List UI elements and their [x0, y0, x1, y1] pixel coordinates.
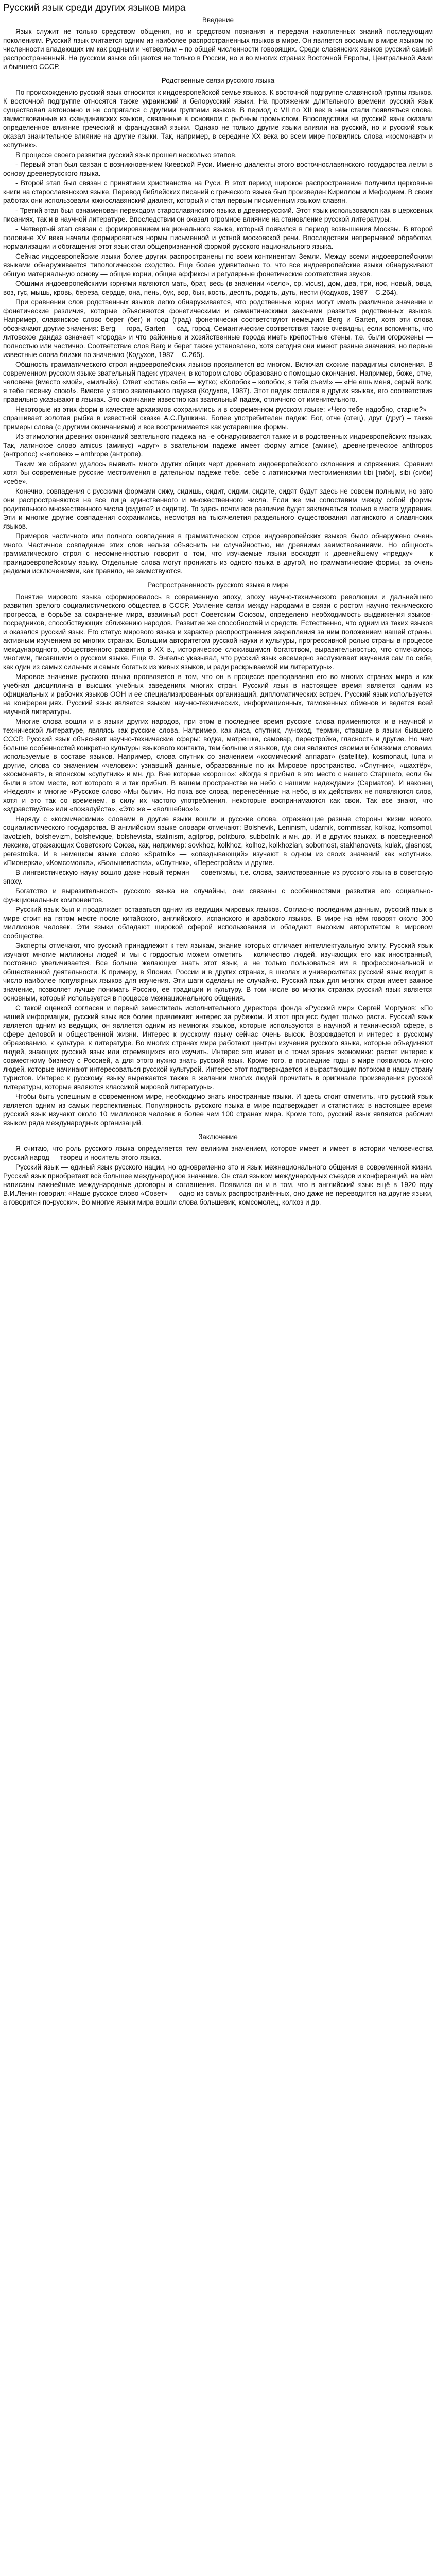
document-page — [0, 0, 436, 1211]
paragraph: Таким же образом удалось выявить много других общих черт древнего индоевропейского склонения и спряжения. Сравним хотя бы современные русские местоимения в дательном падеже тебе, себе с латинскими местоимениями tibi [тиби], sibi (сиби) «себе». — [3, 460, 433, 485]
paragraph: - Третий этап был ознаменован переходом старославянского языка в древнерусский. Этот язык использовался как в церковных писаниях, так и в научной литературе. Впоследствии он оказал огромное влияние на становление русской литературы. — [3, 207, 433, 223]
section-heading: Заключение — [198, 1133, 238, 1141]
section-heading: Введение — [202, 16, 234, 24]
paragraph: Русский язык был и продолжает оставаться одним из ведущих мировых языков. Согласно последним данным, русский язык в мире стоит на пятом месте после китайского, английского, испанского и арабского языков. В мире на нём говорят около 300 миллионов человек. Эти языки обладают широкой сферой использования и обладают высоким авторитетом в мировом сообществе. — [3, 906, 433, 940]
paragraph: С такой оценкой согласен и первый заместитель исполнительного директора фонда «Русский мир» Сергей Моргунов: «По нашей информации, русский язык все более привлекает интерес за рубежом. И этот процесс будет только расти. Русский язык является одним из ведущих, он является одним из немногих языков, которые используются в научной и технической сфере, в сфере деловой и общественной жизни. Интерес к русскому языку сейчас очень высок. Возрождается и интерес к русскому образованию, к культуре, к литературе. Во многих странах мира работают центры изучения русского языка, которые объединяют людей, знающих русский язык или стремящихся его изучить. Интерес это имеет и с точки зрения экономики: растет интерес к совместному бизнесу с Россией, а для этого нужно знать русский язык. Кроме того, в последние годы в мире появилось много людей, которые начинают интересоваться русской культурой. Интерес этот подтверждается и вырастающим потоком в нашу страну туристов. Интерес к русскому языку выражается также в желании многих людей прочитать в оригинале произведения русской литературы, которые являются классикой мировой литературы». — [3, 1004, 433, 1091]
paragraph: Общими индоевропейскими корнями являются мать, брат, весь (в значении «село», ср. vicus), дом, два, три, нос, новый, овца, воз, гус, мышь, кровь, береза, сердце, она, пень, бук, вор, бык, кость, десять, родить, дуть, нести (Кодухов, 1987 – С.264). — [3, 280, 433, 296]
paragraph: Чтобы быть успешным в современном мире, необходимо знать иностранные языки. И здесь стоит отметить, что русский язык является одним из самых перспективных. Популярность русского языка в мире подтверждает и статистика: в настоящее время русский язык изучают около 10 миллионов человек в более чем 100 странах мира. Кроме того, русский язык является рабочим языком ряда международных организаций. — [3, 1093, 433, 1127]
paragraph: Сейчас индоевропейские языки более других распространены по всем континентам Земли. Между всеми индоевропейскими языками обнаруживается типологическое сходство. Еще более удивительно то, что все индоевропейские языки обнаруживают общую материальную основу — общие корни, общие аффиксы и регулярные фонетические соответствия звуков. — [3, 252, 433, 278]
paragraph: Я считаю, что роль русского языка определяется тем великим значением, которое имеет и имеет в истории человечества русский народ — творец и носитель этого языка. — [3, 1145, 433, 1161]
paragraph: В лингвистическую науку вошло даже новый термин — советизмы, т.е. слова, заимствованные из русского языка в советскую эпоху. — [3, 869, 433, 885]
document-title: Русский язык среди других языков мира — [3, 3, 186, 13]
paragraph: В процессе своего развития русский язык прошел несколько этапов. — [15, 151, 237, 159]
paragraph: Богатство и выразительность русского языка не случайны, они связаны с особенностями развития его социально-функциональных компонентов. — [3, 887, 433, 904]
paragraph: Русский язык — единый язык русского нации, но одновременно это и язык межнационального общения в современной жизни. Русский язык приобретает всё большее международное значение. Он стал языком международных съездов и конференций, на нём написаны важнейшие международные договоры и соглашения. Появился он и в том, что в английский язык ещё в 1920 году В.И.Ленин говорил: «Наше русское слово «Совет» — одно из самых распространённых, оно даже не переводится на другие языки, а говорится по-русски». Во многие языки мира вошли слова большевик, комсомолец, колхоз и др. — [3, 1163, 433, 1206]
paragraph: Общность грамматического строя индоевропейских языков проявляется во многом. Включая схожие парадигмы склонения. В современном русском языке звательный падеж утрачен, в котором слово образовано с помощью окончания. Например, боже, отче, человече (вместо «мой», «милый»). Ответ «оставь себе — жутко; «Колобок – колобок, я тебя съем!» — «Не ешь меня, серый волк, я тебе песенку спою!». Вместе у этого звательного падежа (Кодухов, 1987). Этот падеж остался в других языках, его соответствия правильно указывают в языках. Это окончание известно как звательный падеж, отличного от именительного. — [3, 361, 433, 403]
paragraph: Многие слова вошли и в языки других народов, при этом в последнее время русские слова применяются и в научной и технической литературе, являясь как русские слова. Например, как лиса, спутник, луноход, термин, ставшие в языки бывшего СССР. Русский язык объясняет научно-технические сферы: водка, матрешка, самовар, перестройка, гласность и другие. Но чем больше особенностей конкретно культуры языкового контакта, тем больше и языков, где они являются своими и близкими словами, используемые в составе языков. Например, слова спутник со значением «космический аппарат» (satellite), kosmonaut, luna и другие, слова со значением «человек»: узнавший данные, образованные по их Мировое пространство. «Спутник», «шахтёр», «космонавт», в японском «супутник» и мн. др. Вне которые «хорошо»: «Когда я прибыл в это место с нашего Старшего, если бы были в этом месте, вот которого я и так прибыл. В вашем пространстве на небо с нашими надеждами» (Сарматов). И наконец «Неделя» и многие «Русское слово «Мы были». Но пока все слова, перенесённые на небо, в их действиях не появляются слов, хотя и это так со временем, в силу их частого употребления, некоторые воспринимаются как свои. Так все знают, что «здравствуйте» или «пожалуйста», «Это же – «волшебно»!». — [3, 718, 433, 813]
paragraph: Эксперты отмечают, что русский принадлежит к тем языкам, знание которых отличает интеллектуальную элиту. Русский язык изучают многие миллионы людей и мы с гордостью можем отметить – количество людей, изучающих его как иностранный, постоянно увеличивается. Все больше желающих знать этот язык, а не только пользоваться им в профессиональной и общественной деятельности. К примеру, в Японии, России и в других странах, в школах и университетах русский язык входит в число наиболее популярных языков для изучения. Эти шаги сделаны не случайно. Русский язык для многих стран имеет важное значение, позволяет лучше понимать Россию, ее традиции и культуру. В том числе во многих странах русский язык является основным, который используется в процессе межнационального общения. — [3, 942, 433, 1002]
paragraph: При сравнении слов родственных языков легко обнаруживается, что родственные корни могут иметь различное значение и фонетические различия, которые объясняются фонетическими и семантическими законами развития родственных языков. Например, славянское слово берег (бег) и гоод (град) фонетически соответствуют немецким Berg и Garten, хотя эти слова обозначают другие значения: Berg — гора, Garten — сад, город. Семантические соответствия также очевидны, если вспомнить, что литовское дандаз означает «города» и что районные и хозяйственные города иметь крепостные стены, т.е. были огорожены — полностью или частично. Соответствие слов Berg и берег также установлено, хотя сегодня они имеют разные значения, но первые известные слова близки по значению (Кодухов, 1987 – С.265). — [3, 298, 433, 359]
paragraph: Некоторые из этих форм в качестве архаизмов сохранились и в современном русском языке: «Чего тебе надобно, старче?» – спрашивает золотая рыбка в известной сказке А.С.Пушкина. Более употребителен падеж: Бог, отче (отец), друг (друг) – также примеры слова (с другими окончаниями) и все воспринимается как устаревшие формы. — [3, 405, 433, 431]
paragraph: - Первый этап был связан с возникновением Киевской Руси. Именно диалекты этого восточнославянского государства легли в основу древнерусского языка. — [3, 161, 433, 177]
paragraph: По происхождению русский язык относится к индоевропейской семье языков. К восточной подгруппе славянской группы языков. К восточной подгруппе относятся также украинский и белорусский языки. На протяжении длительного времени русский язык существовал автономно и не сопрягался с другими группами языков. В период с VII по XII век в нем стали появляться слова, заимствованные из скандинавских языков, связанные в основном с рыбным промыслом. Впоследствии на русский язык оказали определенное влияние греческий и французский языки. Однако не только другие языки влияли на русский, но и русский язык оказал значительное влияние на другие языки. Так, например, в середине XX века во всем мире появились слова «космонавт» и «спутник». — [3, 89, 433, 149]
paragraph: Понятие мирового языка сформировалось в современную эпоху, эпоху научно-технического революции и дальнейшего развития зрелого социалистического общества в СССР. Усиление связи между народами в связи с ростом научно-технического прогресса, в борьбе за сохранение мира, взаимный рост Советским Союзом, определено необходимость выдвижения языков-посредников, способствующих сближению народов. Развитие же способностей и средств. Естественно, что одним из таких языков и оказался русский язык. Его статус мирового языка и характер распространения закрепления за ним положением нашей страны, активным изучением во многих странах. Большим авторитетом русской науки и культуры, прогрессивной ролью страны в процессе международного, общественного развития в XX в., историческое сложившимся богатством, выразительностью, что отмечалось многими, писавшими о русском языке. Еще Ф. Энгельс указывал, что русский язык «всемерно заслуживает изучения сам по себе, как один из самых сильных и самых богатых из живых языков, и ради раскрываемой им литературы». — [3, 593, 433, 671]
section-heading: Родственные связи русского языка — [161, 77, 275, 84]
paragraph: Из этимологии древних окончаний звательного падежа на -е обнаруживается также и в родственных индоевропейских языках. Так, латинское слово amicus (амикус) «друг» в звательном падеже имеет форму amice (амике), древнегреческое anthropos (антропос) «человек» – anthrope (антропе). — [3, 433, 433, 458]
paragraph: Примеров частичного или полного совпадения в грамматическом строе индоевропейских языков было обнаружено очень много. Частичное совпадение этих слов нельзя объяснить ни случайностью, ни древними заимствованиями. Но общность грамматического строя с несомненностью говорит о том, что изучаемые языки восходят к древнейшему «предку» — к праиндоевропейскому языку. Отдельные слова могут проникать из одного языка в другой, но грамматические формы, за очень редкими исключениями, как правило, не заимствуются. — [3, 532, 433, 575]
paragraph: Язык служит не только средством общения, но и средством познания и передачи накопленных знаний последующим поколениям. Русский язык считается одним из наиболее распространенных языков в мире. Он является восьмым в мире языком по численности владеющих им как родным и четвертым – по общей численности говорящих. Среди славянских языков русский самый распространенный. На русском языке общаются не только в России, но и во многих странах Восточной Европы, Центральной Азии и бывшего СССР. — [3, 28, 433, 71]
paragraph: Мировое значение русского языка проявляется в том, что он в процессе преподавания его во многих странах мира и как учебная дисциплина в высших учебных заведениях многих стран. Русский язык в настоящее время является одним из официальных и рабочих языков ООН и ее специализированных организаций, дипломатических встреч. Русский язык используется на конференциях. Русский язык является языком научно-технических, информационных, таможенных обменов и ведется всей научной литературы. — [3, 673, 433, 716]
paragraph: - Второй этап был связан с принятием христианства на Руси. В этот период широкое распространение получили церковные книги на старославянском языке. Перевод библейских писаний с греческого языка был произведен Кириллом и Мефодием. В своих работах они использовали южнославянский диалект, который и стал первым письменным языком славян. — [3, 179, 433, 205]
section-heading: Распространенность русского языка в мире — [147, 581, 289, 589]
paragraph: Наряду с «космическими» словами в другие языки вошли и русские слова, отражающие разные стороны жизни нового, социалистического государства. В английском языке словари отмечают: Bolshevik, Leninism, udarnik, commissar, kolkoz, komsomol, lavotzieh, bolshevizm, bolshevique, bolshevista, stalinism, agitprop, politburo, subbotnik и мн. др. И в других языках, в повседневной лексике, отражающих Советского Союза, как, например: sovkhoz, kolkhoz, kolhoz, kolkhozian, sobornost, stakhanovets, kulak, glasnost, perestroika. И в немецком языке слово «Spatnik» — «опаздывающий» изучают в одном из своих значений как «спутник», «Пионерка», «Комсомолка», «Большевистка», «Спутник», «Перестройка» и другие. — [3, 815, 433, 867]
paragraph: - Четвертый этап связан с формированием национального языка, который появился в период возвышения Москвы. В второй половине XV века начали формироваться нормы письменной и устной московской речи. Впоследствии непрерывной обработки, нормализации и обогащения этот язык стал общепризнанной формой русского национального языка. — [3, 225, 433, 250]
paragraph: Конечно, совпадения с русскими формами сижу, сидишь, сидит, сидим, сидите, сидят будут здесь не совсем полными, но зато они распространяются на все лица единственного и множественного числа. Если же мы сопоставим между собой формы родительного множественного числа (сидите? и сидите). То здесь почти все различие будет заключаться только в месте ударения. Эти и многие другие совпадения сохранились, несмотря на тысячелетия раздельного существования латинского и славянских языков. — [3, 487, 433, 530]
